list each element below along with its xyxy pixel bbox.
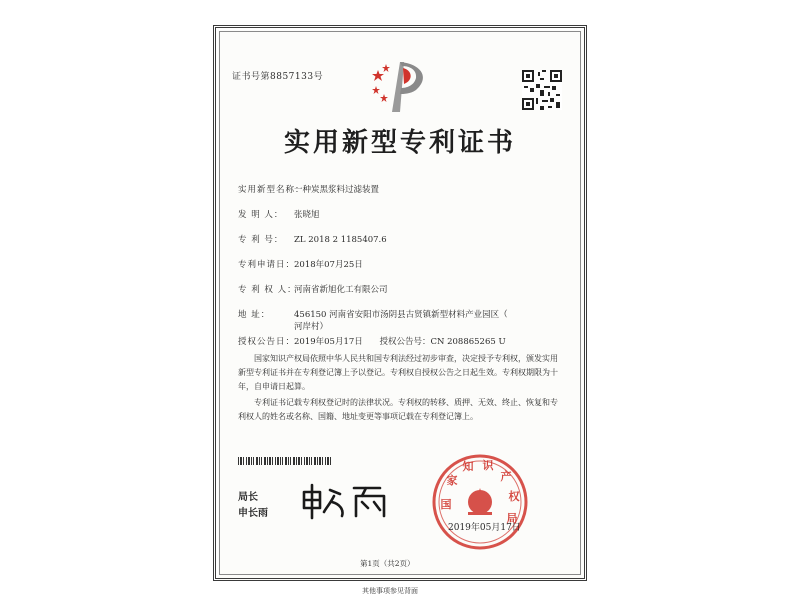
field-address-continued: 河岸村） <box>294 322 329 332</box>
field-patent-number <box>238 233 387 245</box>
field-label: 专 利 号： <box>238 235 284 245</box>
certificate-paragraph-1: 国家知识产权局依照中华人民共和国专利法经过初步审查，决定授予专利权，颁发实用新型专利证书并在专利登记簿上予以登记。专利权自授权公告之日起生效。专利权期限为十年，自申请日起算。 <box>238 354 558 391</box>
director-signature-icon <box>296 482 396 522</box>
svg-text:权: 权 <box>508 490 520 503</box>
barcode-icon <box>238 457 333 465</box>
field-label: 发 明 人： <box>238 210 284 220</box>
footnote-text: 其他事项参见背面 <box>362 587 418 595</box>
certificate-title: 实用新型专利证书 <box>283 128 516 158</box>
seal-date: 2019年05月17日 <box>448 523 521 533</box>
grant-announcement-number: 授权公告号：CN 208865265 U <box>379 337 506 347</box>
svg-text:识: 识 <box>482 459 494 472</box>
svg-text:知: 知 <box>462 460 474 473</box>
certificate-number: 证书号第8857133号 <box>232 72 324 82</box>
field-address <box>238 308 508 320</box>
field-value: 张晓旭 <box>294 210 320 220</box>
cnipa-logo-icon <box>370 58 432 116</box>
svg-text:国: 国 <box>440 498 452 511</box>
qr-code-icon <box>522 70 562 110</box>
page-number: 第1页（共2页） <box>360 559 415 568</box>
official-seal-icon <box>430 452 530 552</box>
svg-text:家: 家 <box>446 474 458 487</box>
field-label: 实用新型名称： <box>238 185 305 195</box>
field-value: 456150 河南省安阳市汤阴县古贤镇新型材料产业园区（ <box>294 310 508 320</box>
certificate-paragraph-2: 专利证书记载专利权登记时的法律状况。专利权的转移、质押、无效、终止、恢复和专利权人的姓名或名称、国籍、地址变更等事项记载在专利登记簿上。 <box>238 398 558 421</box>
field-label: 地 址： <box>238 310 271 320</box>
field-value: 一种炭黑浆料过滤装置 <box>294 185 380 195</box>
field-value: ZL 2018 2 1185407.6 <box>294 235 387 245</box>
field-label: 授权公告日： <box>238 337 296 347</box>
svg-text:局: 局 <box>506 512 518 525</box>
field-value: 2018年07月25日 <box>294 260 363 270</box>
director-title: 局长 <box>238 492 258 503</box>
director-name: 申长雨 <box>238 508 268 519</box>
field-value: 河南省新旭化工有限公司 <box>294 285 388 295</box>
field-grant-date <box>238 335 506 347</box>
field-utility-model-name <box>238 183 379 195</box>
field-value: 2019年05月17日 <box>294 337 363 347</box>
field-label: 专利申请日： <box>238 260 296 270</box>
field-patentee <box>238 283 388 295</box>
field-label: 专 利 权 人： <box>238 285 297 295</box>
field-application-date <box>238 258 363 270</box>
svg-text:产: 产 <box>500 470 512 483</box>
field-inventor <box>238 208 320 220</box>
